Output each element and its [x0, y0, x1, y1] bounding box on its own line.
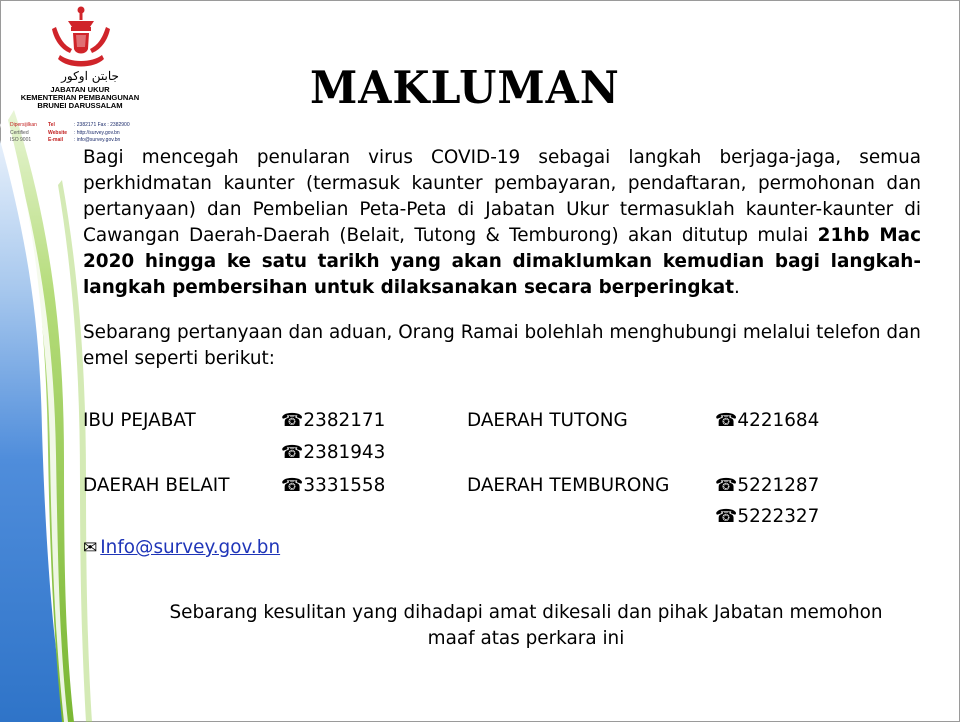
- department-line: JABATAN UKUR: [50, 85, 110, 94]
- phone-number: 5222327: [737, 506, 820, 527]
- ministry-line: KEMENTERIAN PEMBANGUNAN: [20, 93, 140, 103]
- certification-tag: Certified: [10, 129, 29, 136]
- telephone-icon: ☎: [281, 475, 304, 496]
- department-name: [10, 86, 150, 111]
- contact-value: : 2382171 Fax : 2382900: [74, 122, 130, 128]
- phone-number: 4221684: [737, 410, 820, 431]
- country-line: BRUNEI DARUSSALAM: [37, 101, 123, 111]
- phone-number: 2382171: [303, 410, 386, 431]
- phone-belait-1: [281, 474, 385, 498]
- contact-label: E-mail: [48, 137, 64, 144]
- phone-ibu-pejabat-1: [281, 409, 385, 433]
- telephone-icon: ☎: [281, 410, 304, 431]
- notice-date-range: 21hb Mac 2020 hingga ke satu tarikh yang akan dimaklumkan kemudian bagi langkah-langkah pembersihan untuk dilaksanakan secara berperingkat: [83, 225, 921, 298]
- contact-label: Website: [48, 129, 68, 136]
- phone-temburong-2: [715, 505, 819, 529]
- telephone-icon: ☎: [715, 410, 738, 431]
- closing-apology: Sebarang kesulitan yang dihadapi amat dikesali dan pihak Jabatan memohon maaf atas perkara ini: [169, 602, 883, 649]
- office-name-temburong: DAERAH TEMBURONG: [467, 475, 670, 496]
- notice-paragraph: [83, 145, 921, 301]
- phone-number: 2381943: [303, 442, 386, 463]
- department-name-jawi: جابتن اوكور: [61, 69, 119, 83]
- certification-tag: Dipersijilkan: [10, 122, 37, 128]
- header-contact-info: [10, 122, 160, 145]
- certification-tag: ISO 9001: [10, 137, 32, 144]
- notice-text: Bagi mencegah penularan virus COVID-19 sebagai langkah berjaga-jaga, semua perkhidmatan kaunter (termasuk kaunter pembayaran, pendaftaran, permohonan dan pertanyaan) dan Pembelian Peta-Peta di Jabatan Ukur termasuklah kaunter-kaunter di Cawangan Daerah-Daerah (Belait, Tutong & Temburong) akan ditutup mulai: [83, 147, 921, 246]
- contact-value: : info@survey.gov.bn: [74, 137, 121, 144]
- phone-number: 5221287: [737, 475, 820, 496]
- office-name-ibu-pejabat: IBU PEJABAT: [83, 410, 196, 431]
- phone-ibu-pejabat-2: [281, 441, 385, 465]
- office-name-tutong: DAERAH TUTONG: [467, 410, 628, 431]
- office-name-belait: DAERAH BELAIT: [83, 475, 230, 496]
- contact-intro-paragraph: Sebarang pertanyaan dan aduan, Orang Ramai bolehlah menghubungi melalui telefon dan emel seperti berikut:: [83, 322, 921, 369]
- contact-label: Tel: [48, 122, 55, 128]
- email-link[interactable]: Info@survey.gov.bn: [100, 537, 281, 558]
- telephone-icon: ☎: [715, 475, 738, 496]
- notice-text-end: .: [734, 277, 740, 298]
- brunei-crest-icon: [50, 5, 112, 71]
- phone-tutong-1: [715, 409, 819, 433]
- phone-temburong-1: [715, 474, 819, 498]
- phone-number: 3331558: [303, 475, 386, 496]
- telephone-icon: ☎: [281, 442, 304, 463]
- contact-value: : http://survey.gov.bn: [74, 129, 120, 136]
- contact-row: [10, 122, 160, 130]
- envelope-icon: ✉: [83, 538, 98, 558]
- email-contact: [83, 536, 280, 560]
- department-logo: [10, 5, 150, 144]
- telephone-icon: ☎: [715, 506, 738, 527]
- notice-title: MAKLUMAN: [310, 61, 620, 114]
- contact-row: [10, 137, 160, 145]
- contact-row: [10, 130, 160, 138]
